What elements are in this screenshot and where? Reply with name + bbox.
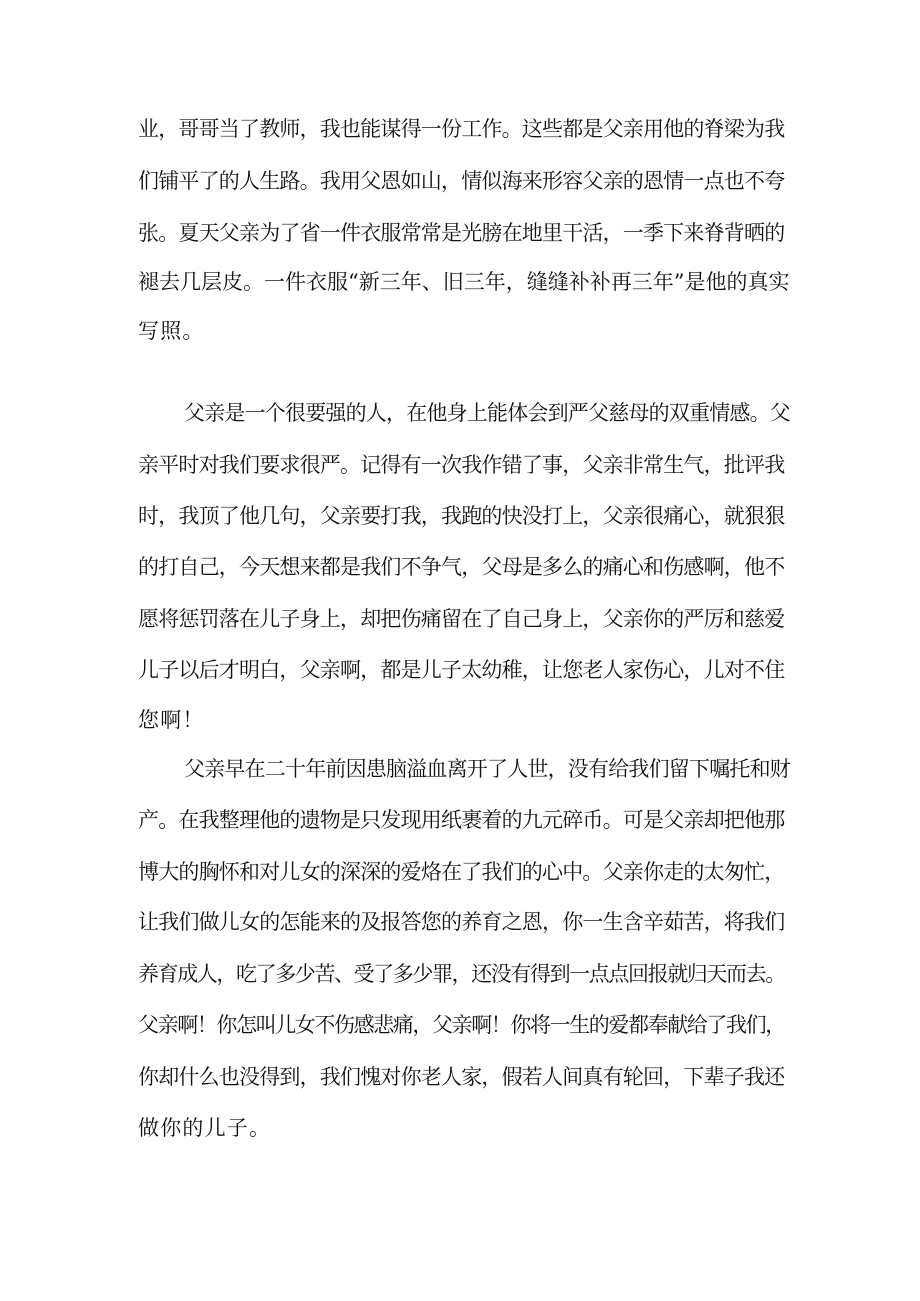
- paragraph-3-line-8: 做你的儿子。: [138, 1116, 272, 1140]
- paragraph-2-line-5: 愿将惩罚落在儿子身上，却把伤痛留在了自己身上，父亲你的严厉和慈爱: [138, 607, 785, 631]
- paragraph-3-line-3: 博大的胸怀和对儿女的深深的爱烙在了我们的心中。父亲你走的太匆忙，: [138, 860, 785, 884]
- paragraph-1-line-1: 业，哥哥当了教师，我也能谋得一份工作。这些都是父亲用他的脊梁为我: [138, 117, 785, 141]
- paragraph-2-line-6: 儿子以后才明白，父亲啊，都是儿子太幼稚，让您老人家伤心，儿对不住: [138, 658, 785, 682]
- paragraph-1-line-4: 褪去几层皮。一件衣服“新三年、旧三年，缝缝补补再三年”是他的真实: [138, 270, 790, 294]
- paragraph-1-line-2: 们铺平了的人生路。我用父恩如山，情似海来形容父亲的恩情一点也不夸: [138, 169, 785, 193]
- paragraph-2-line-4: 的打自己，今天想来都是我们不争气，父母是多么的痛心和伤感啊，他不: [138, 555, 785, 579]
- paragraph-2-line-3: 时，我顶了他几句，父亲要打我，我跑的快没打上，父亲很痛心，就狠狠: [138, 504, 785, 528]
- paragraph-2-line-2: 亲平时对我们要求很严。记得有一次我作错了事，父亲非常生气，批评我: [138, 453, 785, 477]
- paragraph-2-line-1: 父亲是一个很要强的人，在他身上能体会到严父慈母的双重情感。父: [184, 401, 790, 425]
- paragraph-3-line-6: 父亲啊！你怎叫儿女不伤感悲痛，父亲啊！你将一生的爱都奉献给了我们，: [138, 1013, 785, 1037]
- paragraph-3-line-7: 你却什么也没得到，我们愧对你老人家，假若人间真有轮回，下辈子我还: [138, 1065, 785, 1089]
- paragraph-3-line-4: 让我们做儿女的怎能来的及报答您的养育之恩，你一生含辛茹苦，将我们: [138, 910, 785, 934]
- paragraph-1-line-3: 张。夏天父亲为了省一件衣服常常是光膀在地里干活，一季下来脊背晒的: [138, 221, 785, 245]
- paragraph-2-line-7: 您啊！: [138, 708, 205, 732]
- paragraph-3-line-2: 产。在我整理他的遗物是只发现用纸裹着的九元碎币。可是父亲却把他那: [138, 808, 785, 832]
- paragraph-3-line-5: 养育成人，吃了多少苦、受了多少罪，还没有得到一点点回报就归天而去。: [138, 962, 785, 986]
- paragraph-3-line-1: 父亲早在二十年前因患脑溢血离开了人世，没有给我们留下嘱托和财: [184, 757, 790, 781]
- paragraph-1-line-5: 写照。: [138, 319, 205, 343]
